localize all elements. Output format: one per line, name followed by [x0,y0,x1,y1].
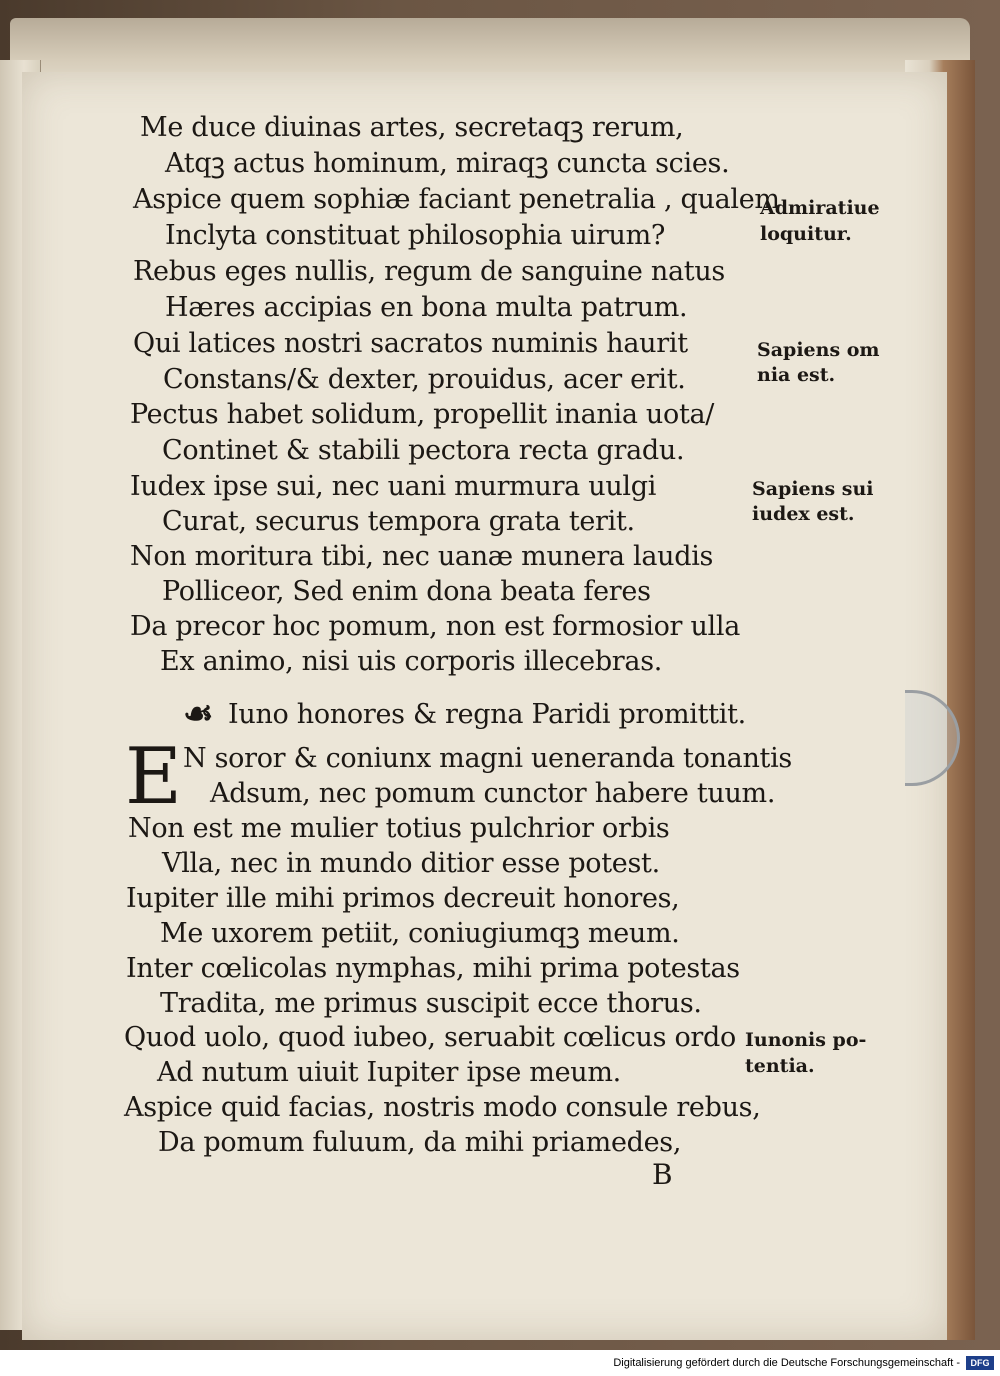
credit-bar [0,1350,1000,1376]
dfg-logo: DFG [966,1356,994,1370]
margin-gloss: Admiratiue [760,197,880,219]
margin-gloss: Sapiens sui [752,478,874,500]
verse-line: N soror & coniunx magni ueneranda tonantis [183,743,792,774]
verse-line: Quod uolo, quod iubeo, seruabit cœlicus ordo [124,1022,736,1053]
margin-gloss: Iunonis po- [745,1029,867,1051]
verse-line: Iudex ipse sui, nec uani murmura uulgi [130,471,657,502]
margin-gloss: iudex est. [752,503,855,525]
verse-line: Aspice quid facias, nostris modo consule rebus, [124,1092,761,1123]
verse-line: Inter cœlicolas nymphas, mihi prima potestas [126,953,740,984]
verse-line: Ad nutum uiuit Iupiter ipse meum. [157,1057,621,1088]
verse-line: Ex animo, nisi uis corporis illecebras. [160,646,663,677]
drop-cap-initial: E [125,732,182,822]
margin-gloss: tentia. [745,1055,815,1077]
verse-line: Non moritura tibi, nec uanæ munera laudis [130,541,714,572]
verse-line: Aspice quem sophiæ faciant penetralia , qualem [133,184,780,215]
pilcrow-mark: ☙ [183,694,214,734]
margin-gloss: Sapiens om [757,339,880,361]
verse-line: Qui latices nostri sacratos numinis haurit [133,328,688,359]
margin-gloss: nia est. [757,364,836,386]
verse-line: Non est me mulier totius pulchrior orbis [128,813,670,844]
verse-line: Atqꝫ actus hominum, miraqꝫ cuncta scies. [165,148,730,179]
verse-line: Constans/& dexter, prouidus, acer erit. [163,364,686,395]
margin-gloss: loquitur. [760,223,852,245]
verse-line: Inclyta constituat philosophia uirum? [165,220,666,251]
verse-line: Continet & stabili pectora recta gradu. [162,435,685,466]
verse-line: Me duce diuinas artes, secretaqꝫ rerum, [140,112,684,143]
verse-line: Vlla, nec in mundo ditior esse potest. [162,848,660,879]
verse-line: Pectus habet solidum, propellit inania uota/ [130,399,715,430]
verse-line: Tradita, me primus suscipit ecce thorus. [160,988,702,1019]
verse-line: Curat, securus tempora grata terit. [162,506,635,537]
verse-line: Adsum, nec pomum cunctor habere tuum. [210,778,776,809]
verse-line: Iupiter ille mihi primos decreuit honores, [126,883,680,914]
verse-line: Da pomum fuluum, da mihi priamedes, [158,1127,682,1158]
verse-line: Da precor hoc pomum, non est formosior ulla [130,611,740,642]
verse-line: Polliceor, Sed enim dona beata feres [162,576,651,607]
verse-line: Rebus eges nullis, regum de sanguine natus [133,256,725,287]
section-heading: Iuno honores & regna Paridi promittit. [228,699,746,730]
verse-line: Me uxorem petiit, coniugiumqꝫ meum. [160,918,680,949]
credit-text: Digitalisierung gefördert durch die Deutsche Forschungsgemeinschaft - [613,1357,960,1369]
signature-mark: B [652,1158,673,1191]
verse-line: Hæres accipias en bona multa patrum. [165,292,688,323]
